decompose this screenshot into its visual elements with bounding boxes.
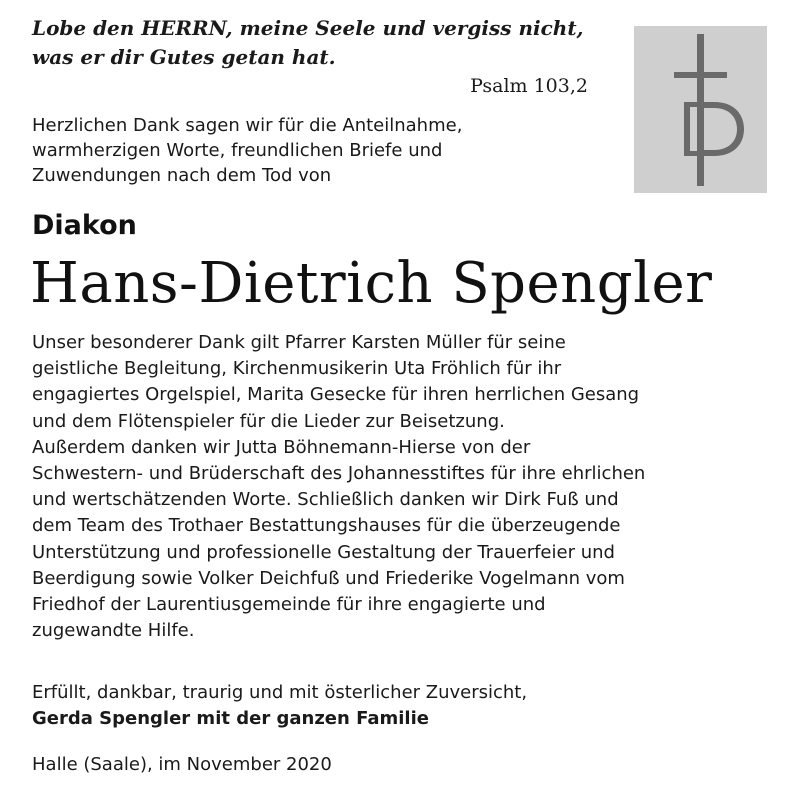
body-line-6: Schwestern- und Brüderschaft des Johannesstiftes für ihre ehrlichen	[32, 463, 646, 485]
closing-line: Erfüllt, dankbar, traurig und mit österlicher Zuversicht,	[32, 682, 528, 703]
body-line-4: und dem Flötenspieler für die Lieder zur Beisetzung.	[32, 410, 505, 432]
body-line-9: Unterstützung und professionelle Gestaltung der Trauerfeier und	[32, 541, 615, 563]
deceased-title: Diakon	[32, 210, 137, 241]
body-line-5: Außerdem danken wir Jutta Böhnemann-Hierse von der	[32, 436, 531, 458]
body-line-3: engagiertes Orgelspiel, Marita Gesecke für ihren herrlichen Gesang	[32, 384, 640, 406]
body-line-2: geistliche Begleitung, Kirchenmusikerin Uta Fröhlich für ihr	[32, 358, 562, 380]
body-line-11: Friedhof der Laurentiusgemeinde für ihre engagierte und	[32, 594, 546, 616]
cross-emblem	[634, 26, 767, 193]
intro-line-2: warmherzigen Worte, freundlichen Briefe und	[32, 140, 443, 161]
body-line-12: zugewandte Hilfe.	[32, 620, 195, 642]
thanks-paragraph	[32, 330, 772, 644]
cross-with-d-icon	[634, 26, 767, 193]
verse-line-1: Lobe den HERRN, meine Seele und vergiss nicht,	[32, 16, 584, 40]
family-signature: Gerda Spengler mit der ganzen Familie	[32, 708, 429, 729]
body-line-8: dem Team des Trothaer Bestattungshauses für die überzeugende	[32, 515, 621, 537]
intro-line-3: Zuwendungen nach dem Tod von	[32, 165, 332, 186]
verse-reference: Psalm 103,2	[470, 75, 588, 97]
closing-block	[32, 680, 772, 732]
deceased-name: Hans-Dietrich Spengler	[30, 251, 713, 316]
body-line-1: Unser besonderer Dank gilt Pfarrer Karsten Müller für seine	[32, 332, 566, 353]
bible-verse	[32, 14, 592, 72]
body-line-10: Beerdigung sowie Volker Deichfuß und Friederike Vogelmann vom	[32, 567, 625, 589]
intro-line-1: Herzlichen Dank sagen wir für die Anteilnahme,	[32, 115, 463, 136]
body-line-7: und wertschätzenden Worte. Schließlich danken wir Dirk Fuß und	[32, 489, 619, 511]
verse-line-2: was er dir Gutes getan hat.	[32, 45, 336, 69]
place-date: Halle (Saale), im November 2020	[32, 754, 332, 775]
intro-text	[32, 113, 612, 188]
